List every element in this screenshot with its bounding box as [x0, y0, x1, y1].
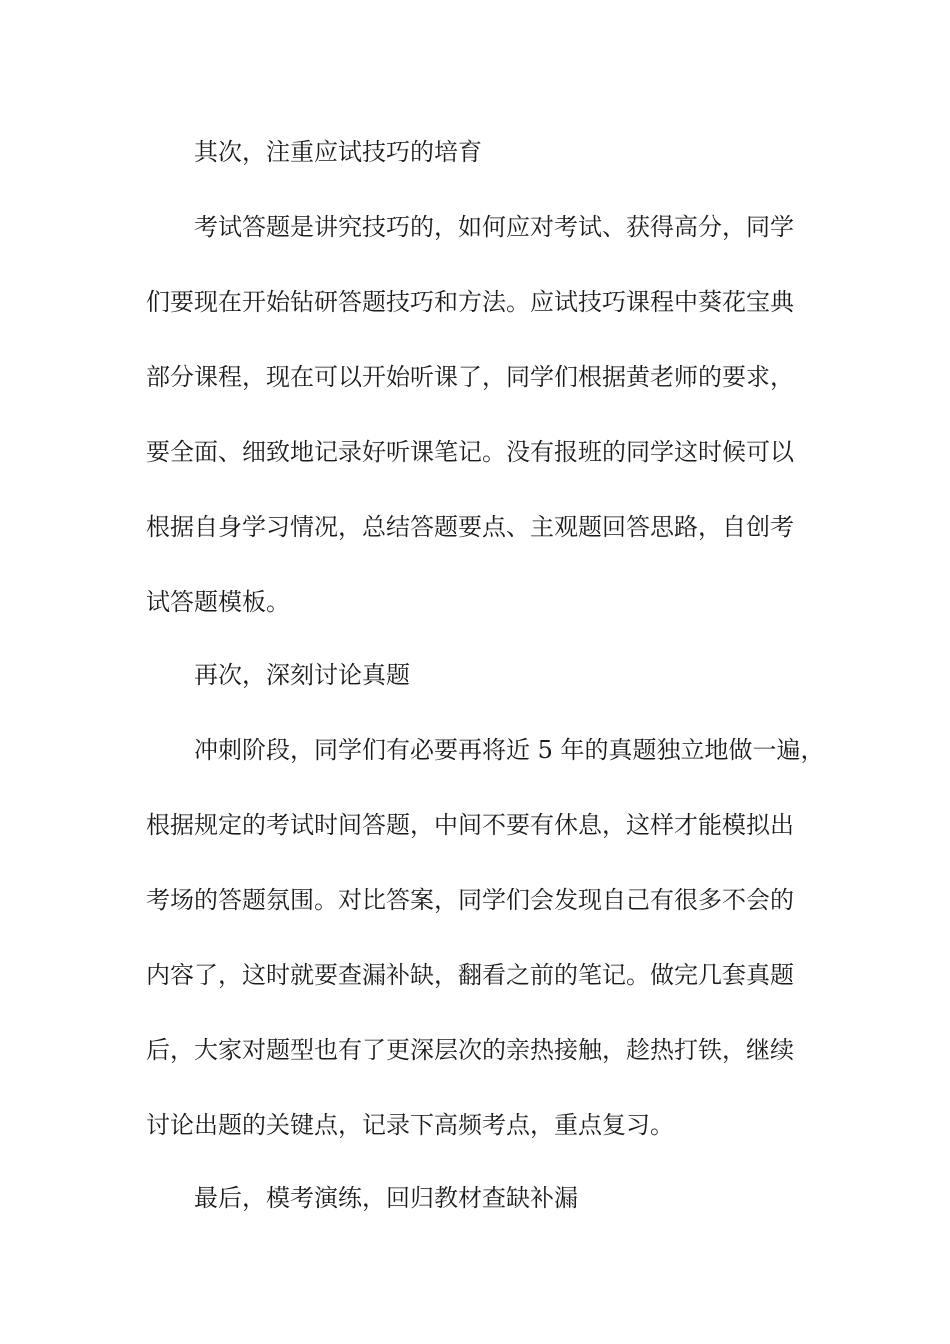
paragraph-line: 讨论出题的关键点，记录下高频考点，重点复习。 — [146, 1111, 674, 1139]
paragraph-line: 们要现在开始钻研答题技巧和方法。应试技巧课程中葵花宝典 — [146, 288, 794, 316]
paragraph-line: 根据自身学习情况，总结答题要点、主观题回答思路，自创考 — [146, 513, 794, 541]
paragraph-line: 冲刺阶段，同学们有必要再将近 5 年的真题独立地做一遍， — [194, 736, 825, 764]
section-heading-past-papers: 再次，深刻讨论真题 — [194, 661, 410, 689]
paragraph-line: 要全面、细致地记录好听课笔记。没有报班的同学这时候可以 — [146, 438, 794, 466]
paragraph-line: 部分课程，现在可以开始听课了，同学们根据黄老师的要求， — [146, 363, 794, 391]
paragraph-line: 试答题模板。 — [146, 588, 290, 616]
section-heading-mock-exam: 最后，模考演练，回归教材查缺补漏 — [194, 1184, 578, 1212]
paragraph-line: 考试答题是讲究技巧的，如何应对考试、获得高分，同学 — [194, 213, 794, 241]
paragraph-line: 考场的答题氛围。对比答案，同学们会发现自己有很多不会的 — [146, 886, 794, 914]
section-heading-exam-skills: 其次，注重应试技巧的培育 — [194, 138, 482, 166]
paragraph-line: 后，大家对题型也有了更深层次的亲热接触，趁热打铁，继续 — [146, 1036, 794, 1064]
paragraph-line: 根据规定的考试时间答题，中间不要有休息，这样才能模拟出 — [146, 811, 794, 839]
paragraph-line: 内容了，这时就要查漏补缺，翻看之前的笔记。做完几套真题 — [146, 961, 794, 989]
